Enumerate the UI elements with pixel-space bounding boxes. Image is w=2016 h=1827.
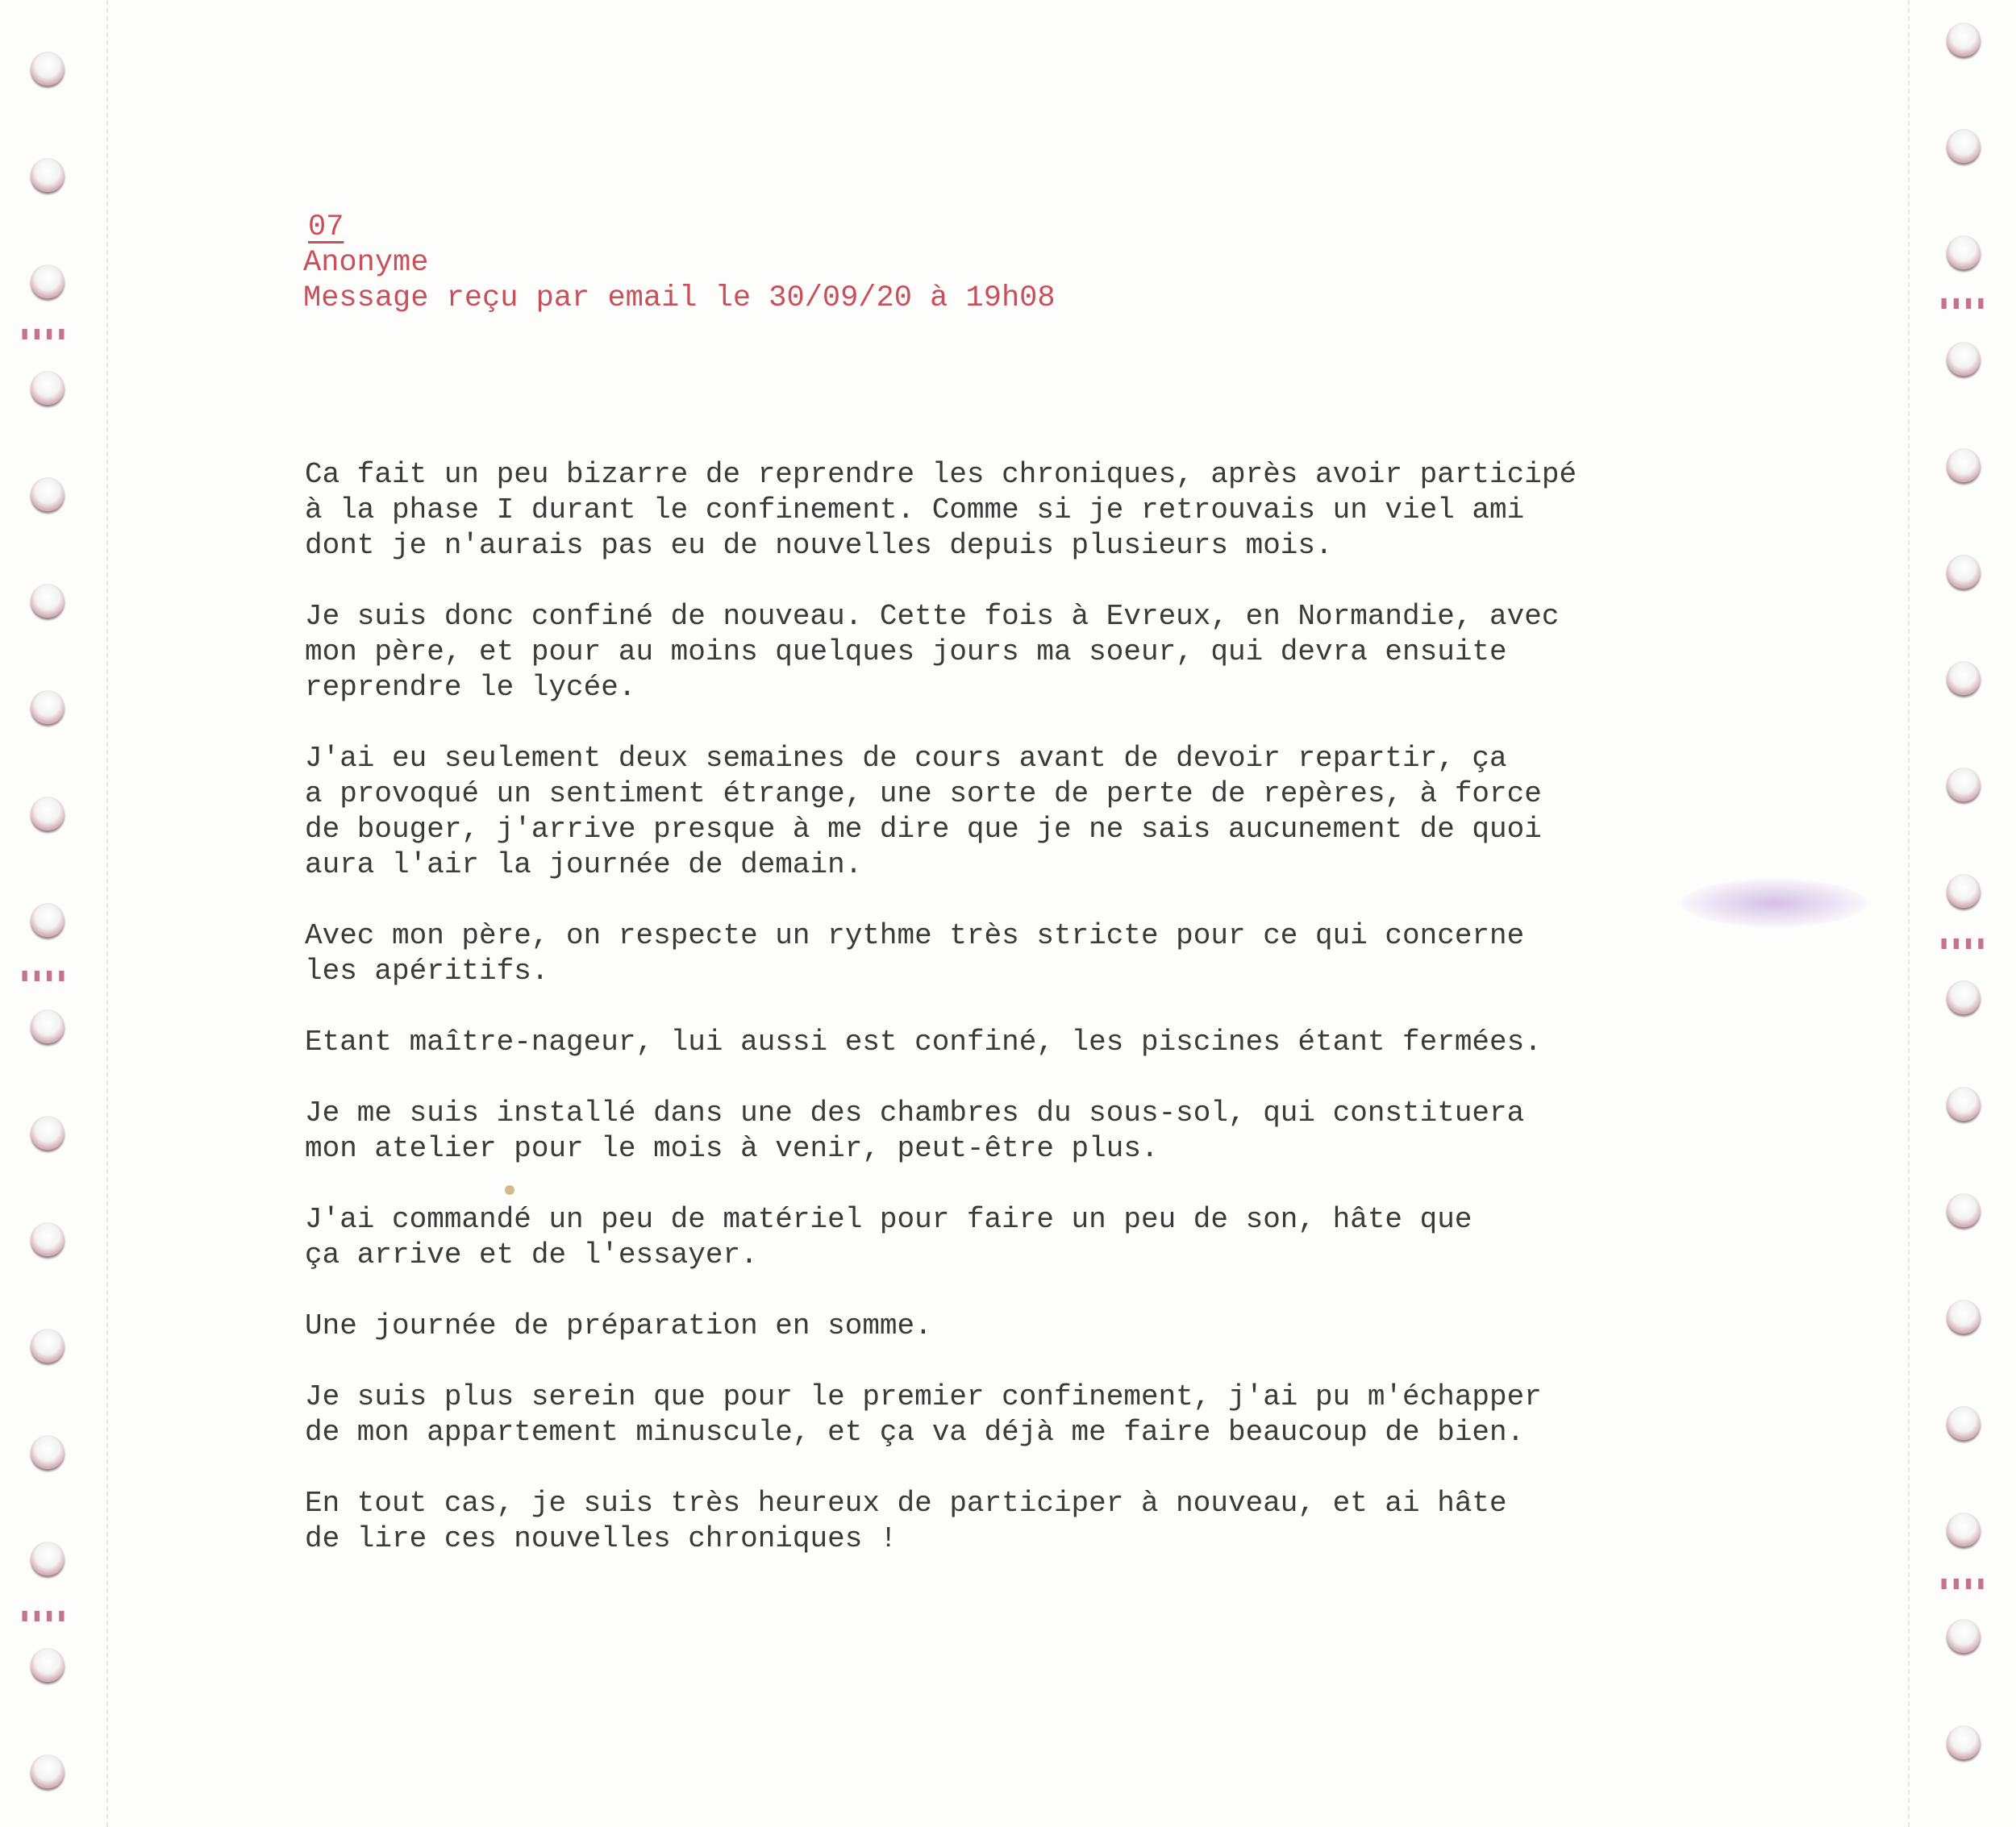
tear-mark-icon: ▮▮▮▮	[19, 1605, 69, 1625]
perforation-hole-icon	[1947, 448, 1981, 482]
perforation-hole-icon	[1947, 342, 1981, 376]
perforation-hole-icon	[1947, 1725, 1981, 1759]
perforation-hole-icon	[1947, 1619, 1981, 1653]
perforation-hole-icon	[31, 1222, 65, 1256]
message-body	[305, 457, 1635, 1592]
perforation-hole-icon	[1947, 768, 1981, 801]
perforation-hole-icon	[31, 1754, 65, 1788]
message-header	[303, 210, 1056, 316]
paragraph: Une journée de préparation en somme.	[305, 1309, 932, 1342]
perforation-hole-icon	[1947, 980, 1981, 1014]
perforation-hole-icon	[1947, 661, 1981, 695]
perforation-hole-icon	[31, 158, 65, 192]
paragraph: J'ai commandé un peu de matériel pour faire un peu de son, hâte que ça arrive et de l'essayer.	[305, 1203, 1472, 1271]
tear-mark-icon: ▮▮▮▮	[1939, 933, 1988, 953]
tear-mark-icon: ▮▮▮▮	[19, 323, 69, 343]
entry-number: 07	[308, 210, 344, 244]
paragraph: Ca fait un peu bizarre de reprendre les chroniques, après avoir participé à la phase I durant le confinement. Comme si je retrouvais un viel ami dont je n'aurais pas eu de nouvelles depuis plusieurs mois.	[305, 458, 1577, 562]
tear-mark-icon: ▮▮▮▮	[1939, 293, 1988, 313]
perforation-hole-icon	[31, 797, 65, 830]
left-perforated-strip	[0, 0, 108, 1827]
perforation-hole-icon	[1947, 1193, 1981, 1227]
perforation-hole-icon	[31, 690, 65, 724]
author-name: Anonyme	[303, 246, 429, 280]
perforation-hole-icon	[31, 52, 65, 85]
tear-mark-icon: ▮▮▮▮	[1939, 1573, 1988, 1593]
paragraph: Je suis donc confiné de nouveau. Cette fois à Evreux, en Normandie, avec mon père, et pour au moins quelques jours ma soeur, qui devra ensuite reprendre le lycée.	[305, 600, 1560, 704]
paragraph: Je me suis installé dans une des chambres du sous-sol, qui constituera mon atelier pour le mois à venir, peut-être plus.	[305, 1097, 1525, 1165]
perforation-hole-icon	[31, 903, 65, 937]
paragraph: En tout cas, je suis très heureux de participer à nouveau, et ai hâte de lire ces nouvelles chroniques !	[305, 1487, 1507, 1555]
perforation-hole-icon	[1947, 23, 1981, 56]
perforation-hole-icon	[1947, 555, 1981, 589]
perforation-hole-icon	[31, 1435, 65, 1469]
perforation-hole-icon	[1947, 235, 1981, 269]
received-line: Message reçu par email le 30/09/20 à 19h08	[303, 281, 1056, 315]
right-perforated-strip	[1908, 0, 2016, 1827]
perforation-hole-icon	[1947, 874, 1981, 908]
perforation-hole-icon	[31, 1648, 65, 1682]
paragraph: J'ai eu seulement deux semaines de cours avant de devoir repartir, ça a provoqué un sentiment étrange, une sorte de perte de repères, à force de bouger, j'arrive presque à me dire que je ne sais aucunement de quoi aura l'air la journée de demain.	[305, 742, 1542, 881]
perforation-hole-icon	[1947, 1300, 1981, 1334]
paragraph: Je suis plus serein que pour le premier confinement, j'ai pu m'échapper de mon appartement minuscule, et ça va déjà me faire beaucoup de bien.	[305, 1380, 1542, 1449]
perforation-hole-icon	[31, 1116, 65, 1150]
perforation-hole-icon	[31, 264, 65, 298]
perforation-hole-icon	[31, 1329, 65, 1363]
perforation-hole-icon	[1947, 129, 1981, 163]
perforation-hole-icon	[31, 477, 65, 511]
perforation-hole-icon	[31, 371, 65, 405]
paragraph: Etant maître-nageur, lui aussi est confiné, les piscines étant fermées.	[305, 1026, 1542, 1059]
perforation-hole-icon	[1947, 1513, 1981, 1546]
perforation-hole-icon	[31, 1009, 65, 1043]
perforation-hole-icon	[31, 1542, 65, 1575]
tear-mark-icon: ▮▮▮▮	[19, 965, 69, 985]
ink-stain	[1681, 879, 1867, 927]
perforation-hole-icon	[31, 584, 65, 618]
paragraph: Avec mon père, on respecte un rythme très stricte pour ce qui concerne les apéritifs.	[305, 919, 1525, 988]
perforation-hole-icon	[1947, 1087, 1981, 1121]
perforation-hole-icon	[1947, 1406, 1981, 1440]
